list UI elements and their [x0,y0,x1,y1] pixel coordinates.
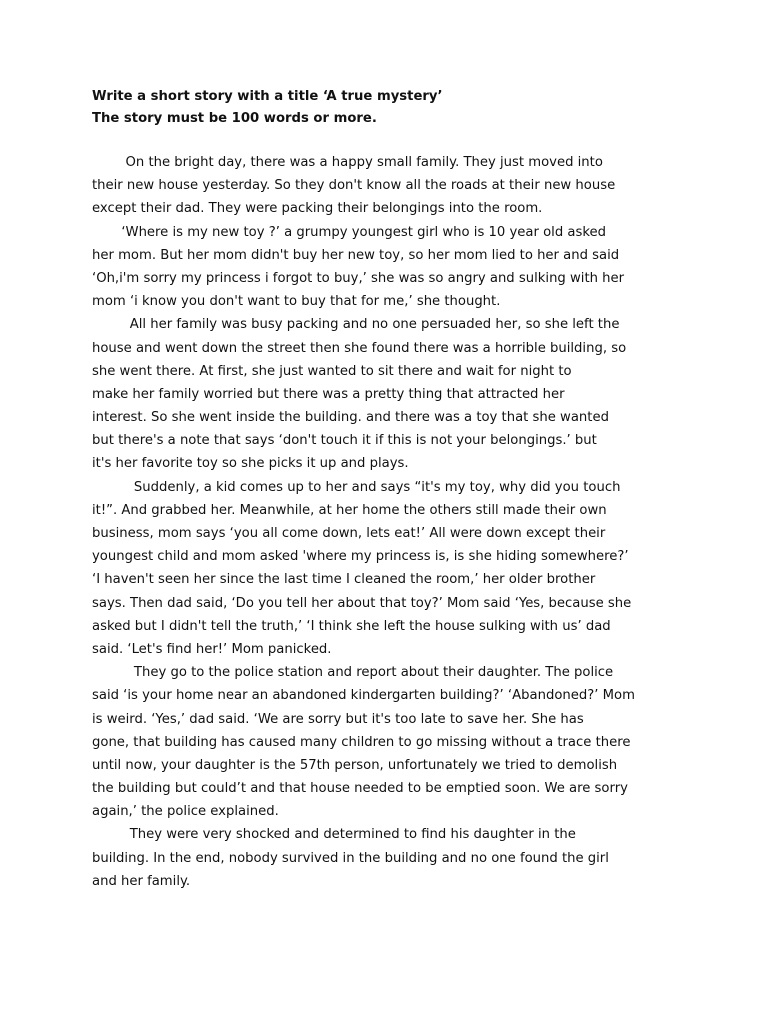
story-line: interest. So she went inside the building. and there was a toy that she wanted [92,410,609,426]
story-line: she went there. At first, she just wanted to sit there and wait for night to [92,363,572,379]
story-line: it's her favorite toy so she picks it up and plays. [92,456,409,472]
story-line: ‘Oh,i'm sorry my princess i forgot to buy,’ she was so angry and sulking with her [92,270,625,286]
story-line: said ‘is your home near an abandoned kindergarten building?’ ‘Abandoned?’ Mom [92,688,635,704]
story-line: On the bright day, there was a happy small family. They just moved into [92,155,603,170]
story-line: says. Then dad said, ‘Do you tell her about that toy?’ Mom said ‘Yes, because she [92,595,632,611]
story-line: They were very shocked and determined to find his daughter in the [92,827,576,843]
story-line: gone, that building has caused many children to go missing without a trace there [92,734,631,750]
story-line: until now, your daughter is the 57th person, unfortunately we tried to demolish [92,757,618,773]
assignment-prompt-line-1: Write a short story with a title ‘A true mystery’ [92,89,443,104]
story-line: youngest child and mom asked 'where my princess is, is she hiding somewhere?’ [92,549,629,565]
story-line: the building but could’t and that house needed to be emptied soon. We are sorry [92,781,628,797]
story-line: is weird. ‘Yes,’ dad said. ‘We are sorry but it's too late to save her. She has [92,711,584,727]
story-line: Suddenly, a kid comes up to her and says “it's my toy, why did you touch [92,479,621,495]
story-line: All her family was busy packing and no one persuaded her, so she left the [92,317,620,333]
story-line: building. In the end, nobody survived in the building and no one found the girl [92,850,609,866]
story-line: house and went down the street then she found there was a horrible building, so [92,340,627,356]
document-page [92,86,682,893]
story-line: ‘Where is my new toy ?’ a grumpy youngest girl who is 10 year old asked [92,224,606,240]
story-line: said. ‘Let's find her!’ Mom panicked. [92,641,332,657]
assignment-prompt-line-2: The story must be 100 words or more. [92,110,377,126]
story-body [92,151,682,893]
story-line: again,’ the police explained. [92,804,279,820]
story-line: business, mom says ‘you all come down, lets eat!’ All were down except their [92,526,606,541]
story-line: except their dad. They were packing their belongings into the room. [92,201,543,217]
story-line: it!”. And grabbed her. Meanwhile, at her home the others still made their own [92,502,607,518]
story-line: and her family. [92,873,191,889]
story-line: They go to the police station and report about their daughter. The police [92,665,614,681]
story-line: their new house yesterday. So they don't know all the roads at their new house [92,178,616,194]
story-line: make her family worried but there was a pretty thing that attracted her [92,386,565,402]
story-line: but there's a note that says ‘don't touch it if this is not your belongings.’ but [92,433,597,449]
story-line: ‘I haven't seen her since the last time I cleaned the room,’ her older brother [92,572,596,588]
story-line: her mom. But her mom didn't buy her new toy, so her mom lied to her and said [92,247,620,263]
story-line: asked but I didn't tell the truth,’ ‘I think she left the house sulking with us’ dad [92,618,611,634]
story-line: mom ‘i know you don't want to buy that for me,’ she thought. [92,294,501,310]
